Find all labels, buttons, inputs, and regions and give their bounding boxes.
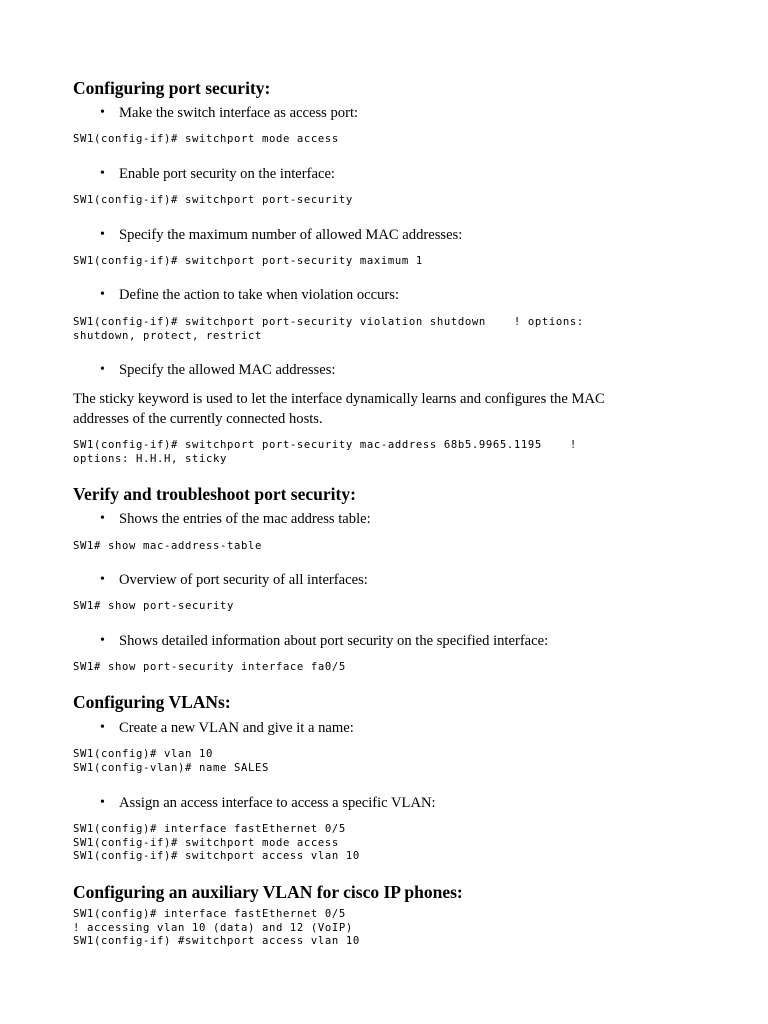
- section-heading-vlans: Configuring VLANs:: [73, 692, 231, 712]
- code-block: SW1(config-if)# switchport port-security mac-address 68b5.9965.1195 ! options: H.H.H, sticky: [73, 439, 577, 465]
- code-block: SW1# show port-security interface fa0/5: [73, 661, 346, 673]
- code-block: SW1(config)# interface fastEthernet 0/5 SW1(config-if)# switchport mode access SW1(config-if)# switchport access vlan 10: [73, 823, 360, 863]
- bullet-item: • Enable port security on the interface:: [119, 165, 335, 183]
- code-block: SW1(config-if)# switchport port-security maximum 1: [73, 255, 423, 267]
- bullet-item: • Shows the entries of the mac address table:: [119, 510, 371, 528]
- bullet-item: • Specify the maximum number of allowed MAC addresses:: [119, 226, 462, 244]
- bullet-item: • Define the action to take when violation occurs:: [119, 286, 399, 304]
- bullet-item: • Assign an access interface to access a specific VLAN:: [119, 794, 436, 812]
- section-heading-verify: Verify and troubleshoot port security:: [73, 484, 356, 504]
- bullet-item: • Make the switch interface as access port:: [119, 104, 358, 122]
- bullet-item: • Specify the allowed MAC addresses:: [119, 361, 335, 379]
- bullet-item: • Create a new VLAN and give it a name:: [119, 719, 354, 737]
- code-block: SW1(config-if)# switchport port-security violation shutdown ! options: shutdown, protect, restrict: [73, 316, 584, 342]
- code-block: SW1# show port-security: [73, 600, 234, 612]
- section-heading-aux-vlan: Configuring an auxiliary VLAN for cisco IP phones:: [73, 882, 463, 902]
- bullet-item: • Overview of port security of all interfaces:: [119, 571, 368, 589]
- paragraph: The sticky keyword is used to let the interface dynamically learns and configures the MAC addresses of the currently connected hosts.: [73, 391, 605, 427]
- code-block: SW1(config)# interface fastEthernet 0/5 ! accessing vlan 10 (data) and 12 (VoIP) SW1(config-if) #switchport access vlan 10: [73, 908, 360, 948]
- code-block: SW1# show mac-address-table: [73, 540, 262, 552]
- code-block: SW1(config)# vlan 10 SW1(config-vlan)# name SALES: [73, 748, 269, 774]
- section-heading-port-security: Configuring port security:: [73, 78, 271, 98]
- bullet-item: • Shows detailed information about port security on the specified interface:: [119, 632, 548, 650]
- code-block: SW1(config-if)# switchport port-security: [73, 194, 353, 206]
- code-block: SW1(config-if)# switchport mode access: [73, 133, 339, 145]
